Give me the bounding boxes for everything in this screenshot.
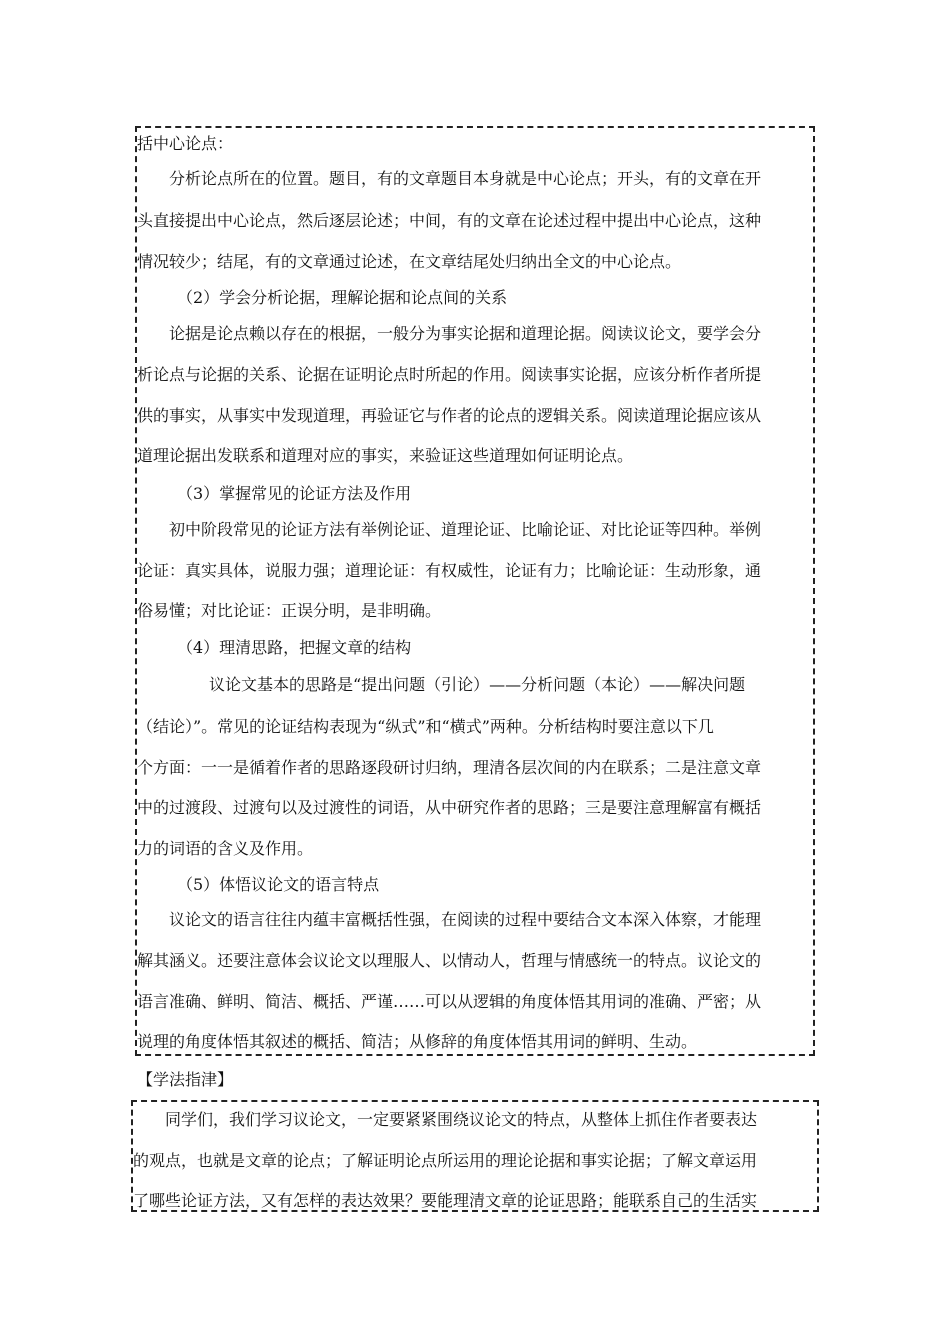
subheading-4: （4）理清思路，把握文章的结构 <box>177 638 412 657</box>
study-guide-heading: 【学法指津】 <box>137 1070 234 1089</box>
text-line: 俗易懂；对比论证：正误分明，是非明确。 <box>137 601 442 620</box>
text-line: 个方面：一一是循着作者的思路逐段研讨归纳，理清各层次间的内在联系；二是注意文章 <box>137 758 762 777</box>
text-line: 中的过渡段、过渡句以及过渡性的词语，从中研究作者的思路；三是要注意理解富有概括 <box>137 798 762 817</box>
subheading-2: （2）学会分析论据，理解论据和论点间的关系 <box>177 288 508 307</box>
text-line: 论证：真实具体，说服力强；道理论证：有权威性，论证有力；比喻论证：生动形象，通 <box>137 561 762 580</box>
content-box-study-guide <box>131 1100 819 1212</box>
text-line: （结论）”。常见的论证结构表现为“纵式”和“横式”两种。分析结构时要注意以下几 <box>137 717 714 736</box>
subheading-3: （3）掌握常见的论证方法及作用 <box>177 484 412 503</box>
text-line: 初中阶段常见的论证方法有举例论证、道理论证、比喻论证、对比论证等四种。举例 <box>169 520 762 539</box>
text-line: 议论文基本的思路是“提出问题（引论）——分析问题（本论）——解决问题 <box>209 675 746 694</box>
text-line: 力的词语的含义及作用。 <box>137 839 314 858</box>
text-line: 了哪些论证方法，又有怎样的表达效果？要能理清文章的论证思路；能联系自己的生活实 <box>133 1191 758 1210</box>
text-line: 语言准确、鲜明、简洁、概括、严谨……可以从逻辑的角度体悟其用词的准确、严密；从 <box>137 992 762 1011</box>
text-line: 析论点与论据的关系、论据在证明论点时所起的作用。阅读事实论据，应该分析作者所提 <box>137 365 762 384</box>
content-box-reading-methods <box>135 126 815 1056</box>
text-line: 供的事实，从事实中发现道理，再验证它与作者的论点的逻辑关系。阅读道理论据应该从 <box>137 406 762 425</box>
text-line: 的观点，也就是文章的论点；了解证明论点所运用的理论论据和事实论据；了解文章运用 <box>133 1151 758 1170</box>
text-line: 论据是论点赖以存在的根据，一般分为事实论据和道理论据。阅读议论文，要学会分 <box>169 324 762 343</box>
text-line: 括中心论点： <box>137 134 234 153</box>
text-line: 道理论据出发联系和道理对应的事实，来验证这些道理如何证明论点。 <box>137 446 634 465</box>
text-line: 情况较少；结尾，有的文章通过论述，在文章结尾处归纳出全文的中心论点。 <box>137 252 682 271</box>
text-line: 同学们，我们学习议论文，一定要紧紧围绕议论文的特点，从整体上抓住作者要表达 <box>165 1110 758 1129</box>
text-line: 头直接提出中心论点，然后逐层论述；中间，有的文章在论述过程中提出中心论点，这种 <box>137 211 762 230</box>
text-line: 议论文的语言往往内蕴丰富概括性强，在阅读的过程中要结合文本深入体察，才能理 <box>169 910 762 929</box>
text-line: 解其涵义。还要注意体会议论文以理服人、以情动人，哲理与情感统一的特点。议论文的 <box>137 951 762 970</box>
subheading-5: （5）体悟议论文的语言特点 <box>177 875 380 894</box>
text-line: 分析论点所在的位置。题目，有的文章题目本身就是中心论点；开头，有的文章在开 <box>169 169 762 188</box>
text-line: 说理的角度体悟其叙述的概括、简洁；从修辞的角度体悟其用词的鲜明、生动。 <box>137 1032 698 1051</box>
